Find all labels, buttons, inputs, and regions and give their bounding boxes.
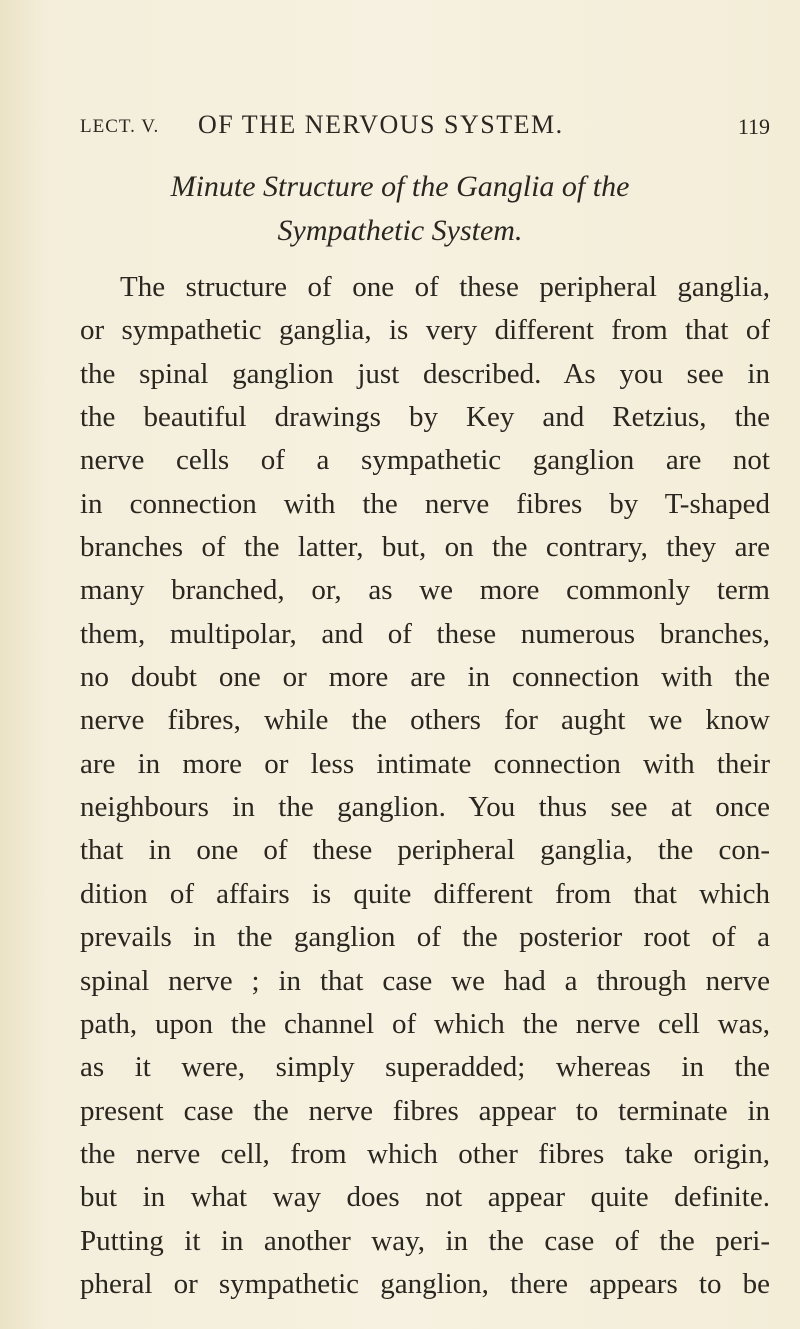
page-number: 119 bbox=[737, 114, 770, 139]
text-line: the nerve cell, from which other fibres take origin, bbox=[80, 1137, 770, 1170]
running-title: OF THE NERVOUS SYSTEM. bbox=[198, 110, 564, 139]
text-line: branches of the latter, but, on the contrary, they are bbox=[80, 531, 770, 564]
text-line: the beautiful drawings by Key and Retzius, the bbox=[80, 401, 770, 434]
section-heading-line-1: Minute Structure of the Ganglia of the bbox=[170, 170, 630, 203]
text-line: them, multipolar, and of these numerous branches, bbox=[80, 617, 770, 650]
text-line: in connection with the nerve fibres by T-shaped bbox=[80, 487, 770, 520]
running-head bbox=[80, 110, 770, 144]
text-line: The structure of one of these peripheral ganglia, bbox=[120, 271, 770, 303]
text-line: are in more or less intimate connection with their bbox=[80, 747, 770, 780]
text-line: but in what way does not appear quite definite. bbox=[80, 1181, 770, 1214]
text-line: as it were, simply superadded; whereas in the bbox=[80, 1051, 770, 1084]
text-line: many branched, or, as we more commonly term bbox=[80, 574, 770, 607]
text-line: no doubt one or more are in connection with the bbox=[80, 661, 770, 694]
section-heading bbox=[0, 165, 800, 253]
text-line: prevails in the ganglion of the posterior root of a bbox=[80, 921, 770, 954]
body-paragraph bbox=[80, 266, 770, 1306]
text-line: neighbours in the ganglion. You thus see at once bbox=[80, 791, 770, 824]
text-line: the spinal ganglion just described. As you see in bbox=[80, 357, 770, 390]
section-heading-line-2: Sympathetic System. bbox=[277, 214, 523, 247]
text-line: path, upon the channel of which the nerve cell was, bbox=[80, 1007, 770, 1040]
text-line: present case the nerve fibres appear to terminate in bbox=[80, 1094, 770, 1127]
lecture-number: LECT. V. bbox=[80, 116, 160, 137]
text-line: Putting it in another way, in the case of the peri- bbox=[80, 1224, 770, 1257]
text-line: dition of affairs is quite different from that which bbox=[80, 877, 770, 910]
text-line: or sympathetic ganglia, is very different from that of bbox=[80, 314, 770, 347]
text-line: pheral or sympathetic ganglion, there appears to be bbox=[80, 1267, 770, 1300]
text-line: nerve fibres, while the others for aught we know bbox=[80, 704, 770, 737]
text-line: that in one of these peripheral ganglia, the con- bbox=[80, 834, 770, 867]
text-line: nerve cells of a sympathetic ganglion are not bbox=[80, 444, 770, 477]
text-line: spinal nerve ; in that case we had a through nerve bbox=[80, 964, 770, 997]
